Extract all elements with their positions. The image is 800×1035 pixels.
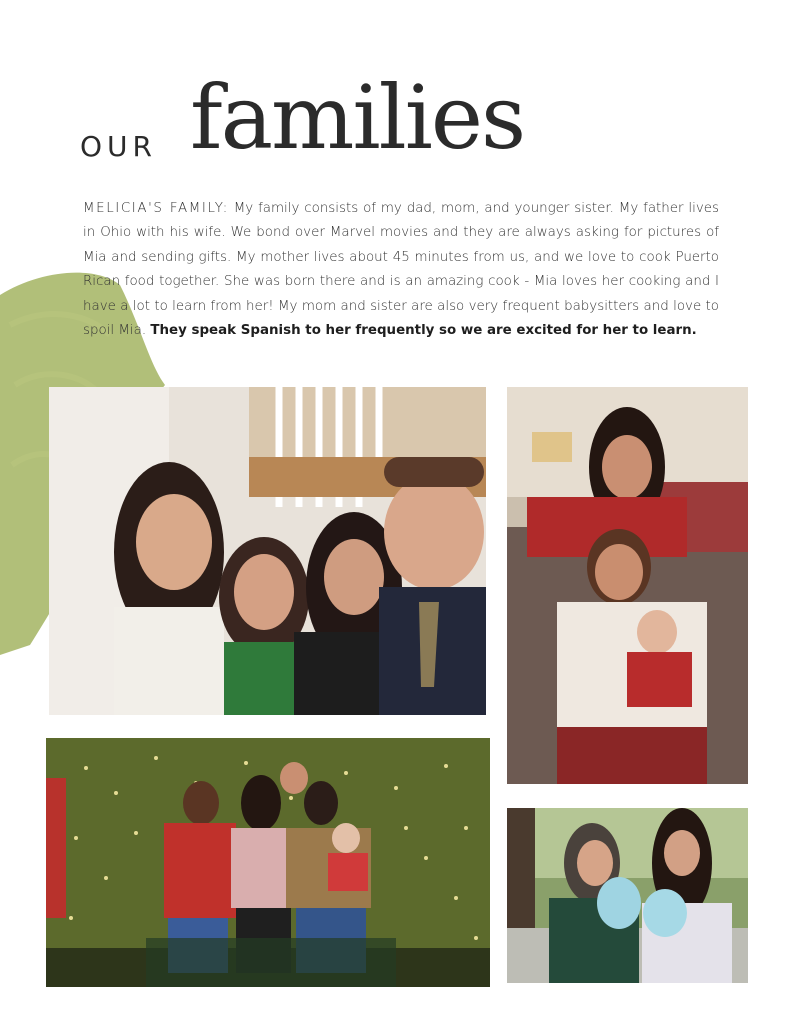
- family-selfie-photo: [49, 387, 486, 715]
- page-title: [80, 66, 680, 178]
- section-label: MELICIA'S FAMILY:: [83, 201, 229, 216]
- title-families: families: [190, 66, 525, 169]
- title-our: OUR: [80, 130, 157, 163]
- grandma-baby-couch-photo: [507, 387, 748, 784]
- description-bold-text: They speak Spanish to her frequently so we are excited for her to learn.: [150, 323, 697, 339]
- family-description: [83, 197, 719, 343]
- description-text: My family consists of my dad, mom, and younger sister. My father lives in Ohio with his wife. We bond over Marvel movies and they are always asking for pictures of Mia and sending gifts. My mother lives about 45 minutes from us, and we love to cook Puerto Rican food together. She was born there and is an amazing cook - Mia loves her cooking and I have a lot to learn from her! My mom and sister are also very frequent babysitters and love to spoil Mia.: [83, 201, 719, 339]
- christmas-tree-group-photo: [46, 738, 490, 987]
- cotton-candy-photo: [507, 808, 748, 983]
